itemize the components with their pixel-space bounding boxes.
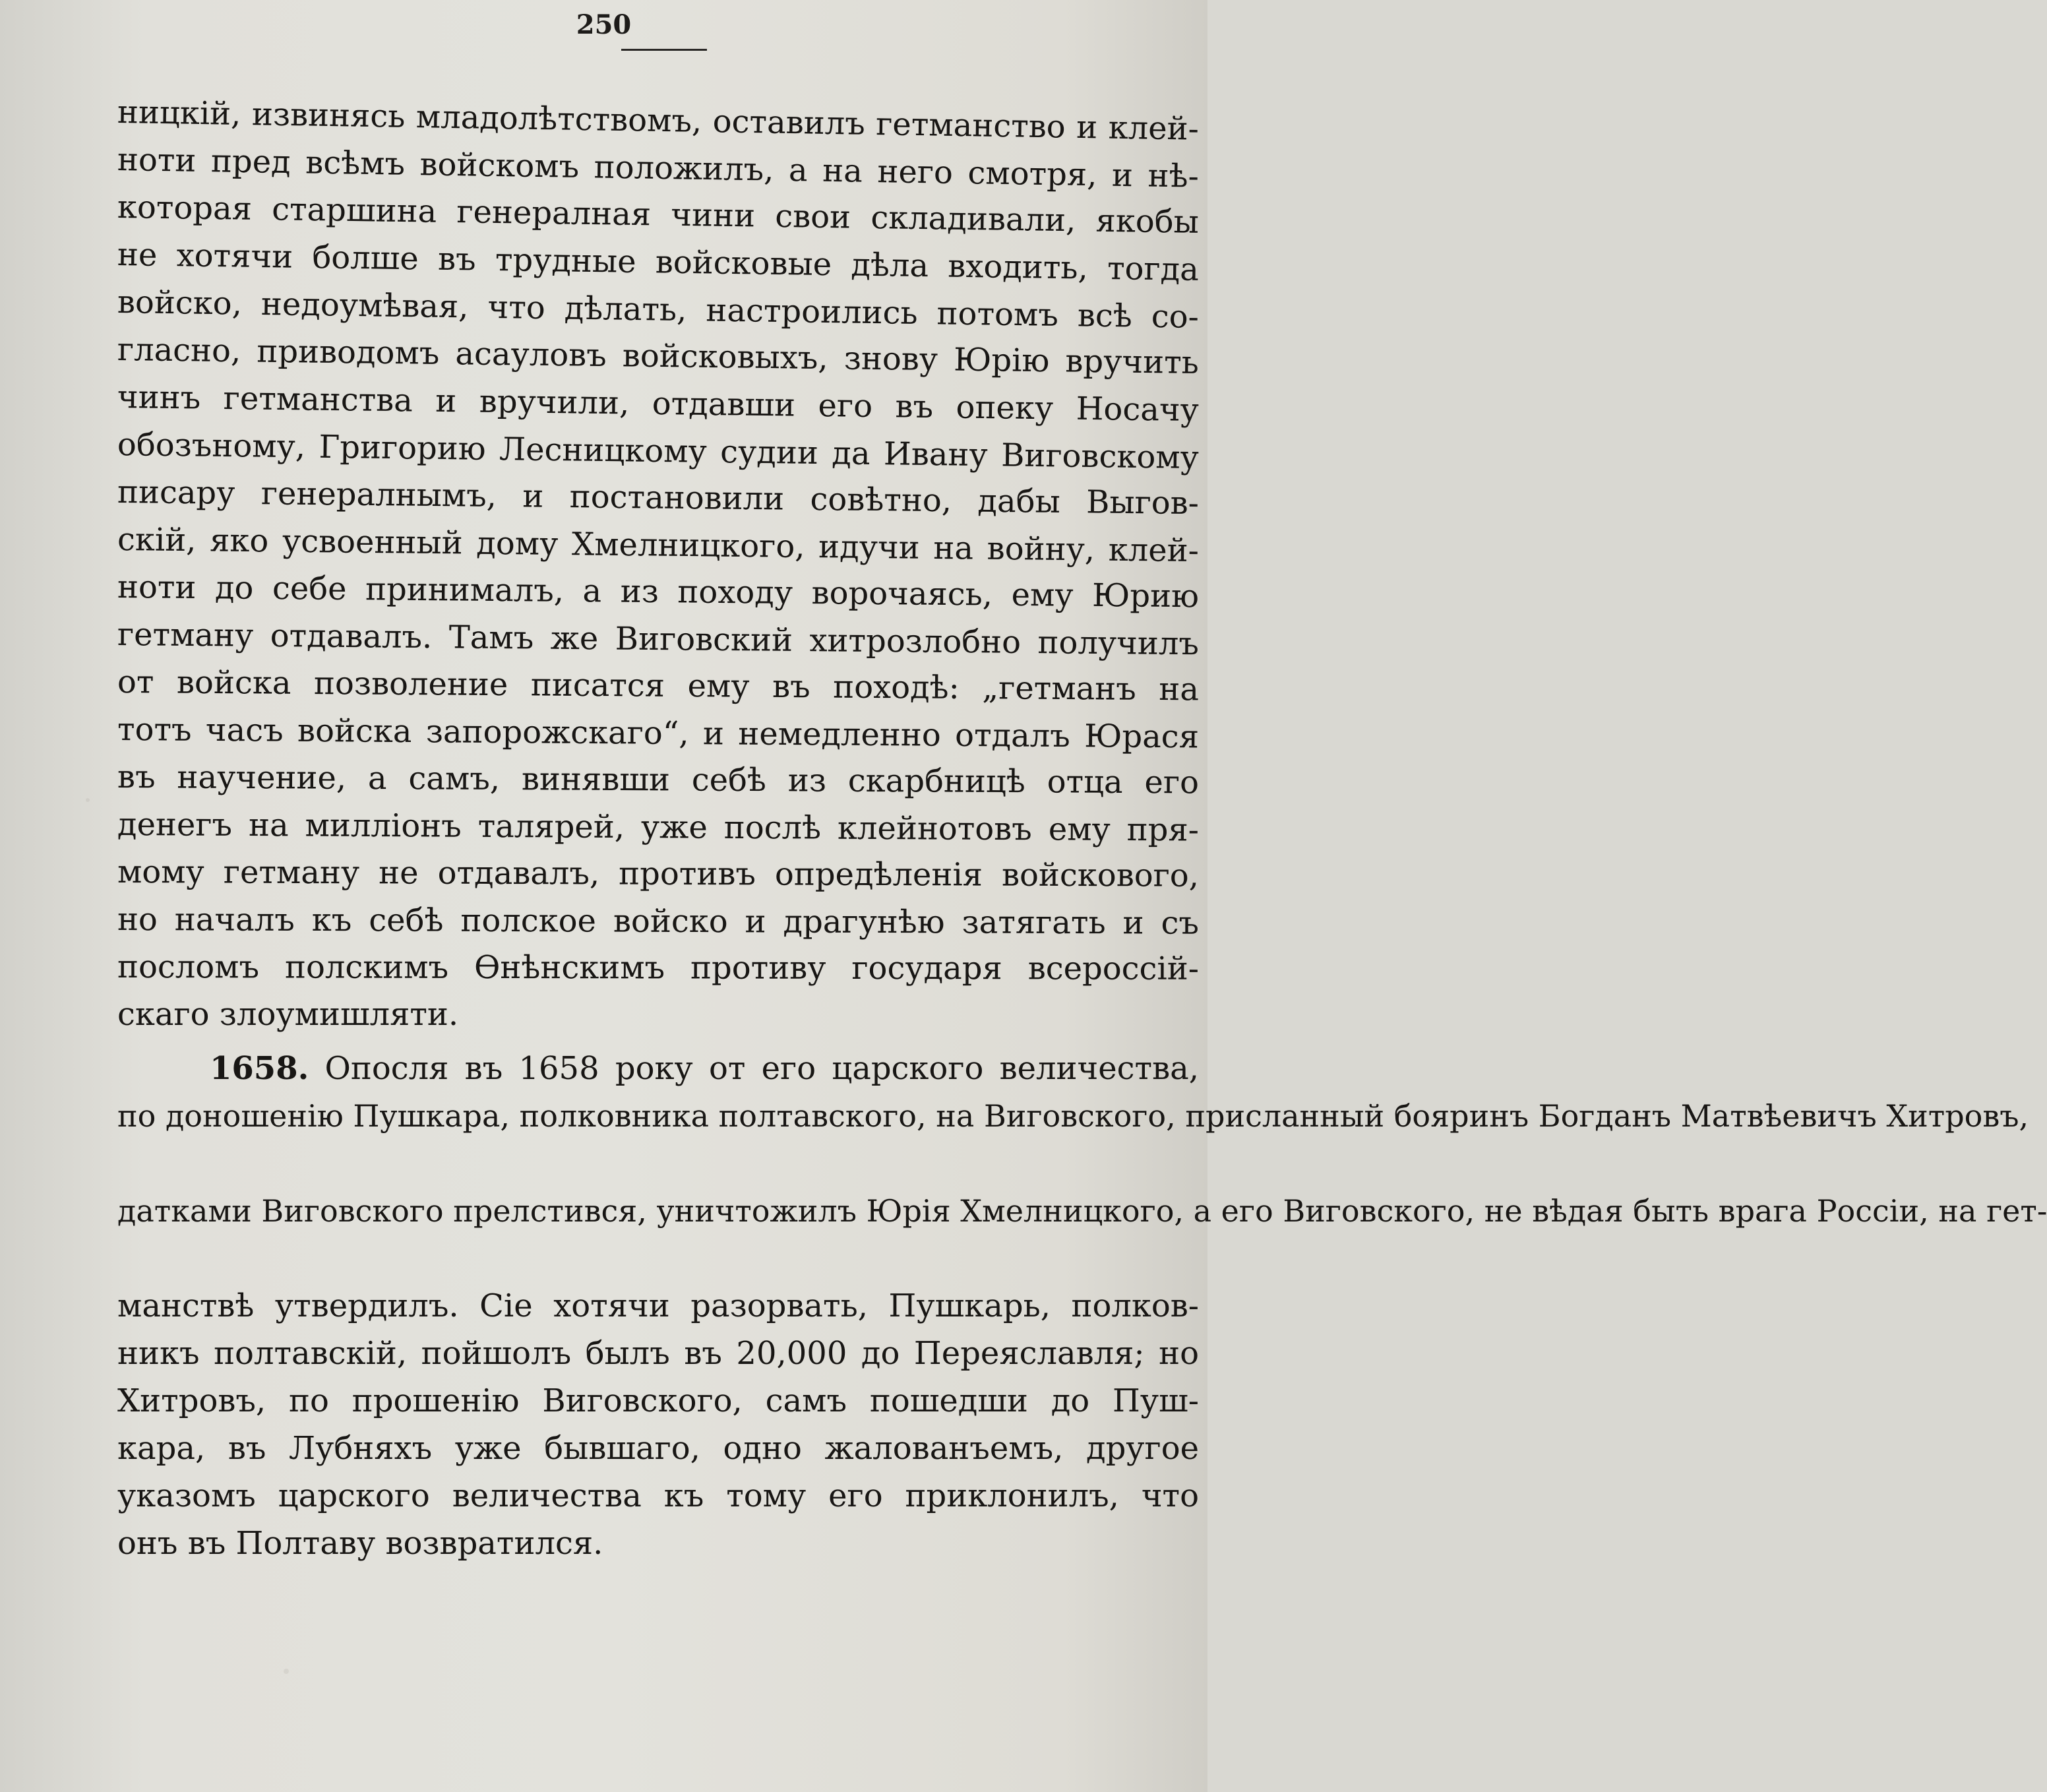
text-line: гетману отдавалъ. Тамъ же Виговский хитрозлобно получилъ — [117, 616, 1200, 663]
text-line: ноти пред всѣмъ войскомъ положилъ, а на него смотря, и нѣ- — [117, 141, 1200, 195]
text-line: указомъ царского величества къ тому его приклонилъ, что — [117, 1477, 1199, 1514]
year-label: 1658. — [210, 1050, 309, 1087]
paragraph-first-line — [210, 1049, 1199, 1088]
text-line: датками Виговского прелстився, уничтожилъ Юрія Хмелницкого, а его Виговского, не вѣдая быть врага Россіи, на гет- — [117, 1193, 2047, 1229]
text-line: мому гетману не отдавалъ, противъ опредѣленія войскового, — [117, 853, 1200, 894]
text-line: посломъ полскимъ Ѳнѣнскимъ противу государя всероссій- — [117, 948, 1200, 987]
text-line: скій, яко усвоенный дому Хмелницкого, идучи на войну, клей- — [117, 521, 1200, 570]
text-line: тотъ часъ войска запорожскаго“, и немедленно отдалъ Юрася — [117, 711, 1200, 756]
ink-speck — [284, 1669, 289, 1674]
text-line: писару генералнымъ, и постановили совѣтно, дабы Выгов- — [117, 474, 1200, 522]
text-line: но началъ къ себѣ полское войско и драгунѣю затягать и съ — [117, 901, 1200, 942]
text-line: чинъ гетманства и вручили, отдавши его въ опеку Носачу — [117, 379, 1200, 429]
text-line: манствѣ утвердилъ. Сіе хотячи разорвать, Пушкарь, полков- — [117, 1287, 1199, 1324]
text-line: онъ въ Полтаву возвратился. — [117, 1525, 603, 1562]
text-line: ноти до себе принималъ, а из походу ворочаясь, ему Юрию — [117, 569, 1200, 615]
text-line: войско, недоумѣвая, что дѣлать, настроились потомъ всѣ со- — [117, 284, 1200, 336]
text-line: которая старшина генералная чини свои складивали, якобы — [117, 189, 1200, 241]
text-line: Хитровъ, по прошенію Виговского, самъ пошедши до Пуш- — [117, 1382, 1199, 1419]
text-line: денегъ на милліонъ талярей, уже послѣ клейнотовъ ему пря- — [117, 806, 1200, 849]
text-line: въ научение, а самъ, винявши себѣ из скарбницѣ отца его — [117, 758, 1200, 801]
page-number-rule — [621, 49, 707, 51]
ink-speck — [86, 798, 90, 802]
text-line: скаго злоумишляти. — [117, 996, 459, 1033]
text-line: Опосля въ 1658 року от его царского величества, — [324, 1050, 1199, 1087]
text-line: не хотячи болше въ трудные войсковые дѣла входить, тогда — [117, 236, 1200, 288]
text-line: обозъному, Григорию Лесницкому судии да Ивану Виговскому — [117, 426, 1200, 477]
text-line: кара, въ Лубняхъ уже бывшаго, одно жалованъемъ, другое — [117, 1430, 1199, 1467]
text-line: от войска позволение писатся ему въ походѣ: „гетманъ на — [117, 664, 1200, 708]
page-number: 250 — [576, 9, 632, 40]
text-line: по доношенію Пушкара, полковника полтавского, на Виговского, присланный бояринъ Богданъ Матвѣевичъ Хитровъ, — [117, 1098, 2029, 1134]
text-line: никъ полтавскій, пойшолъ былъ въ 20,000 до Переяславля; но — [117, 1335, 1199, 1372]
text-line: ницкій, извинясь младолѣтствомъ, оставилъ гетманство и клей- — [117, 94, 1200, 148]
text-line: гласно, приводомъ асауловъ войсковыхъ, знову Юрію вручить — [117, 331, 1200, 382]
